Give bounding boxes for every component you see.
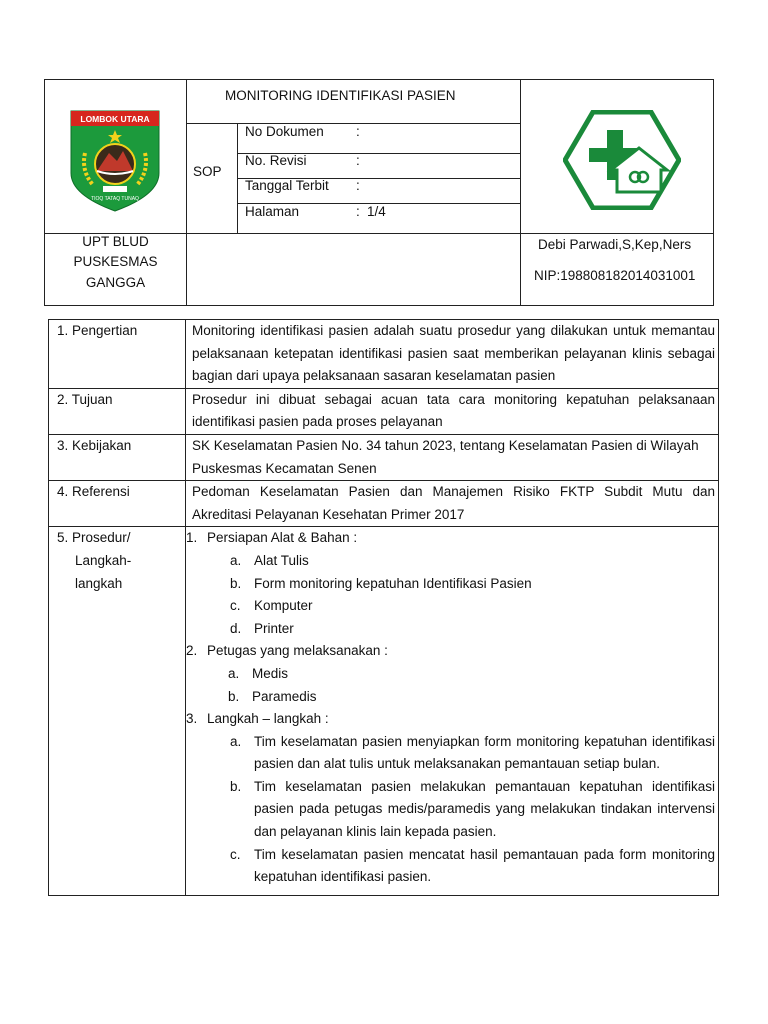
section-label-kebijakan: 3. Kebijakan: [57, 437, 132, 453]
sop-content-table: [48, 319, 719, 896]
field-sep: :: [356, 153, 360, 168]
section-label-referensi: 4. Referensi: [57, 484, 130, 500]
field-sep: :: [356, 178, 360, 193]
section-label-prosedur-3: langkah: [75, 575, 123, 591]
section-text-tujuan: Prosedur ini dibuat sebagai acuan tata cara monitoring kepatuhan pelaksanaan identifikasi pasien pada proses pelayanan: [186, 388, 719, 434]
list-item: c. Komputer: [230, 598, 313, 614]
section-label-tujuan: 2. Tujuan: [57, 391, 113, 407]
field-label-tanggal-terbit: Tanggal Terbit: [245, 178, 329, 193]
list-item: b. Paramedis: [228, 688, 317, 704]
field-label-no-revisi: No. Revisi: [245, 153, 307, 168]
section-label-prosedur-2: Langkah-: [75, 552, 132, 568]
emblem-banner-text: LOMBOK UTARA: [80, 114, 150, 124]
section-text-pengertian: Monitoring identifikasi pasien adalah suatu prosedur yang dilakukan untuk memantau pelaksanaan ketepatan identifikasi pasien saat memberikan pelayanan klinis sebagai bagian dari upaya pelaksanaan sasaran keselamatan pasien: [186, 320, 719, 389]
emblem-motto: TIOQ TATAQ TUNAQ: [91, 196, 139, 202]
section-text-referensi: Pedoman Keselamatan Pasien dan Manajemen Risiko FKTP Subdit Mutu dan Akreditasi Pelayanan Kesehatan Primer 2017: [186, 481, 719, 527]
field-label-no-dokumen: No Dokumen: [245, 124, 324, 139]
section-text-kebijakan: SK Keselamatan Pasien No. 34 tahun 2023, tentang Keselamatan Pasien di Wilayah Puskesmas Kecamatan Senen: [186, 434, 719, 480]
org-name-line3: GANGGA: [85, 275, 146, 290]
group-title: Langkah – langkah :: [207, 711, 329, 727]
signer-name: Debi Parwadi,S,Kep,Ners: [538, 237, 692, 252]
section-label-pengertian: 1. Pengertian: [57, 323, 138, 338]
group-number: 2.: [186, 643, 198, 659]
list-item: a. Medis: [228, 665, 289, 681]
list-item: c. Tim keselamatan pasien mencatat hasil pemantauan pada form monitoring kepatuhan identifikasi pasien.: [230, 846, 715, 885]
list-item: b. Tim keselamatan pasien melakukan pemantauan kepatuhan identifikasi pasien pada petugas medis/paramedis yang melakukan tindakan intervensi dan pelayanan klinis lain kepada pasien.: [230, 778, 715, 840]
table-row: [49, 527, 719, 896]
table-row: [49, 481, 719, 527]
group-title: Persiapan Alat & Bahan :: [207, 530, 358, 546]
group-number: 3.: [186, 711, 198, 727]
table-row: [49, 388, 719, 434]
table-row: [49, 320, 719, 389]
document-title: MONITORING IDENTIFIKASI PASIEN: [225, 88, 456, 103]
list-item: a. Tim keselamatan pasien menyiapkan form monitoring kepatuhan identifikasi pasien dan alat tulis untuk melaksanakan pemantauan setiap bulan.: [230, 733, 715, 772]
procedure-list: [186, 527, 715, 889]
field-value-halaman: 1/4: [367, 204, 386, 219]
sop-label: SOP: [193, 164, 222, 179]
org-name-line2: PUSKESMAS: [73, 254, 158, 269]
group-number: 1.: [186, 530, 198, 546]
lombok-utara-emblem: [67, 109, 163, 213]
field-label-halaman: Halaman: [245, 204, 300, 219]
list-item: b. Form monitoring kepatuhan Identifikasi Pasien: [230, 575, 532, 591]
group-title: Petugas yang melaksanakan :: [207, 643, 388, 659]
signer-nip: NIP:198808182014031001: [534, 268, 696, 283]
puskesmas-logo: [563, 110, 681, 210]
field-sep: :: [356, 204, 360, 219]
list-item: a. Alat Tulis: [230, 552, 309, 568]
table-row: [49, 434, 719, 480]
sop-header: [44, 79, 714, 306]
section-label-prosedur-1: 5. Prosedur/: [57, 530, 131, 546]
field-sep: :: [356, 124, 360, 139]
org-name-line1: UPT BLUD: [82, 234, 149, 249]
procedure-group: [186, 640, 715, 663]
procedure-group: [186, 708, 715, 731]
list-item: d. Printer: [230, 620, 294, 636]
procedure-group: [186, 527, 715, 550]
